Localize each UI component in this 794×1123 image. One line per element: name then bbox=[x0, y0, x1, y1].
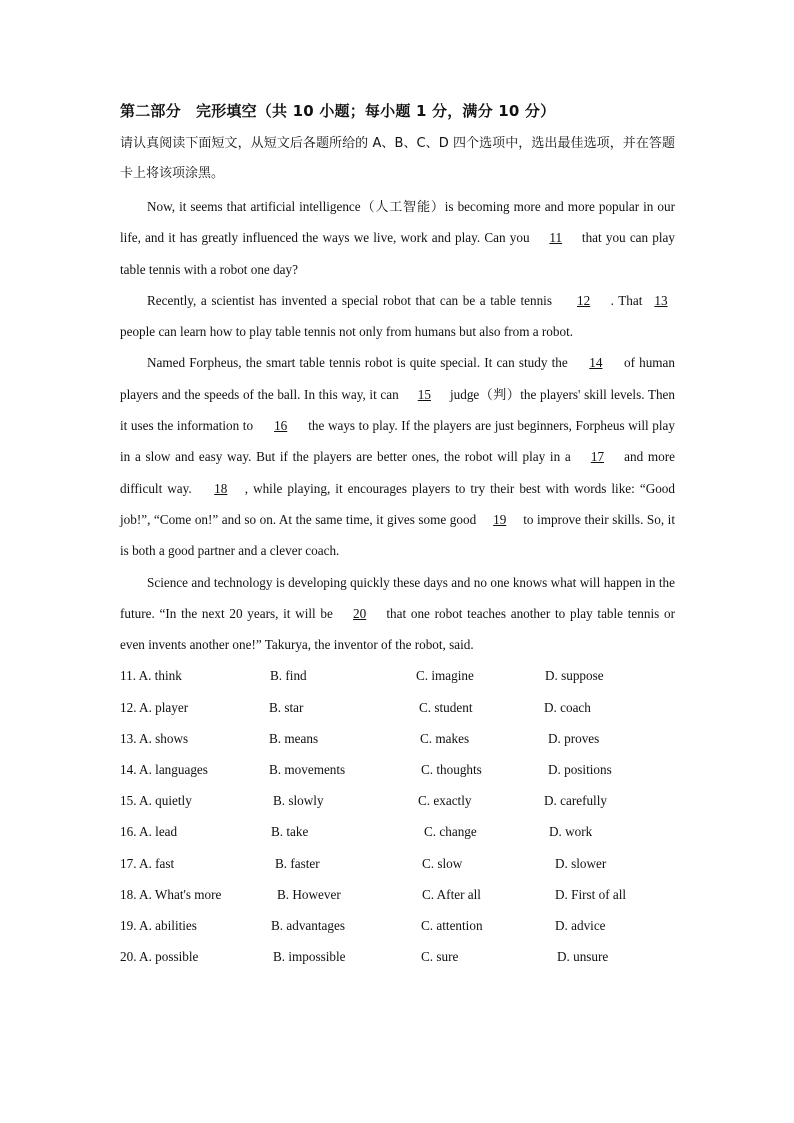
option-a: 19. A. abilities bbox=[120, 917, 197, 933]
passage-text: to improve their skills. So, it is both a good partner and a clever coach. bbox=[120, 511, 675, 559]
passage-text: . That bbox=[610, 292, 647, 308]
question-row-18 bbox=[120, 879, 675, 910]
option-b: B. take bbox=[271, 824, 309, 840]
passage-paragraph-2 bbox=[120, 285, 675, 348]
option-d: D. carefully bbox=[544, 793, 607, 809]
option-c: C. After all bbox=[422, 886, 481, 902]
question-row-14 bbox=[120, 754, 675, 785]
option-d: D. unsure bbox=[557, 949, 609, 965]
option-c: C. thoughts bbox=[421, 762, 482, 778]
option-a: 16. A. lead bbox=[120, 824, 178, 840]
blank-14: 14 bbox=[589, 355, 603, 371]
section-instruction: 请认真阅读下面短文，从短文后各题所给的 A、B、C、D 四个选项中，选出最佳选项，并在答题卡上将该项涂黑。 bbox=[120, 136, 675, 181]
option-b: B. advantages bbox=[271, 917, 345, 933]
option-b: B. However bbox=[277, 886, 341, 902]
option-b: B. star bbox=[269, 699, 304, 715]
blank-11: 11 bbox=[549, 230, 563, 246]
passage-paragraph-3 bbox=[120, 347, 675, 566]
passage-text: of human players and the speeds of the ball. In this way, it can bbox=[120, 355, 675, 402]
option-c: C. change bbox=[424, 824, 477, 840]
passage-text: that one robot teaches another to play table tennis or even invents another one!” Takurya, the inventor of the robot, said. bbox=[120, 605, 675, 653]
question-row-17 bbox=[120, 848, 675, 879]
passage-text: judge（判）the players' skill levels. Then it uses the information to bbox=[120, 386, 675, 434]
passage-text: Recently, a scientist has invented a special robot that can be a table tennis bbox=[147, 292, 557, 308]
option-a: 14. A. languages bbox=[120, 762, 208, 778]
option-a: 17. A. fast bbox=[120, 855, 175, 871]
section-title: 第二部分 完形填空（共 10 小题；每小题 1 分，满分 10 分） bbox=[120, 102, 556, 120]
option-c: C. sure bbox=[421, 949, 459, 965]
option-c: C. exactly bbox=[418, 793, 472, 809]
passage-text: , while playing, it encourages players to try their best with words like: “Good job!”, “Come on!” and so on. At the same time, it gives some good bbox=[120, 480, 675, 527]
option-b: B. find bbox=[270, 668, 307, 684]
option-b: B. faster bbox=[275, 855, 320, 871]
question-row-11 bbox=[120, 660, 675, 691]
blank-13: 13 bbox=[654, 292, 668, 308]
question-row-12 bbox=[120, 692, 675, 723]
option-a: 11. A. think bbox=[120, 668, 182, 684]
blank-15: 15 bbox=[417, 386, 431, 402]
option-a: 13. A. shows bbox=[120, 730, 189, 746]
question-row-15 bbox=[120, 785, 675, 816]
passage-paragraph-4 bbox=[120, 567, 675, 661]
option-d: D. proves bbox=[548, 730, 600, 746]
question-row-16 bbox=[120, 816, 675, 847]
option-c: C. attention bbox=[421, 917, 483, 933]
option-c: C. student bbox=[419, 699, 473, 715]
option-c: C. imagine bbox=[416, 668, 474, 684]
passage-text: Named Forpheus, the smart table tennis robot is quite special. It can study the bbox=[147, 355, 572, 371]
option-c: C. makes bbox=[420, 730, 470, 746]
passage-paragraph-1 bbox=[120, 191, 675, 285]
option-d: D. First of all bbox=[555, 886, 627, 902]
question-row-19 bbox=[120, 910, 675, 941]
blank-16: 16 bbox=[274, 418, 288, 434]
question-row-20 bbox=[120, 941, 675, 972]
option-b: B. impossible bbox=[273, 949, 346, 965]
option-d: D. positions bbox=[548, 762, 612, 778]
option-b: B. slowly bbox=[273, 793, 324, 809]
option-a: 18. A. What's more bbox=[120, 886, 222, 902]
passage-text: people can learn how to play table tennis not only from humans but also from a robot. bbox=[120, 324, 574, 340]
blank-19: 19 bbox=[493, 511, 507, 527]
question-row-13 bbox=[120, 723, 675, 754]
option-d: D. coach bbox=[544, 699, 591, 715]
passage-text: that you can play table tennis with a robot one day? bbox=[120, 230, 676, 277]
option-d: D. work bbox=[549, 824, 593, 840]
option-b: B. movements bbox=[269, 762, 346, 778]
cloze-test-page bbox=[120, 100, 675, 972]
option-a: 12. A. player bbox=[120, 699, 189, 715]
passage-text: Now, it seems that artificial intelligence（人工智能）is becoming more and more popular in our life, and it has greatly influenced the ways we live, work and play. Can you bbox=[120, 199, 675, 246]
option-a: 15. A. quietly bbox=[120, 793, 192, 809]
passage-text: and more difficult way. bbox=[120, 449, 675, 496]
option-d: D. slower bbox=[555, 855, 607, 871]
option-d: D. advice bbox=[555, 917, 606, 933]
blank-12: 12 bbox=[576, 292, 591, 308]
option-a: 20. A. possible bbox=[120, 949, 199, 965]
blank-20: 20 bbox=[353, 605, 367, 621]
option-b: B. means bbox=[269, 730, 319, 746]
question-options-list bbox=[120, 660, 675, 972]
option-d: D. suppose bbox=[545, 668, 604, 684]
blank-18: 18 bbox=[214, 480, 228, 496]
passage-text: the ways to play. If the players are just beginners, Forpheus will play in a slow and easy way. But if the players are better ones, the robot will play in a bbox=[120, 418, 676, 465]
passage-text: Science and technology is developing quickly these days and no one knows what will happen in the future. “In the next 20 years, it will be bbox=[120, 574, 675, 621]
blank-17: 17 bbox=[590, 449, 605, 465]
option-c: C. slow bbox=[422, 855, 463, 871]
